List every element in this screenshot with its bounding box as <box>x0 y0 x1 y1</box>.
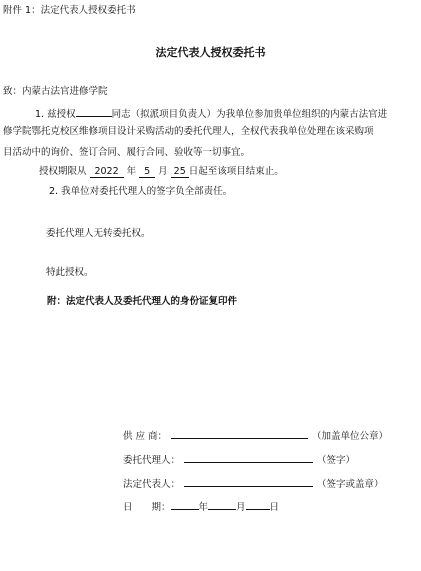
legal-rep-signature-row <box>123 476 384 490</box>
authorization-prefix: 1. 兹授权 <box>35 109 76 120</box>
date-month-unit: 月 <box>236 502 246 513</box>
period-month-unit: 月 <box>158 166 168 177</box>
period-year: 2022 <box>90 166 124 178</box>
authorization-suffix: 同志（拟派项目负责人）为我单位参加贵单位组织的内蒙古法官进 <box>111 109 388 120</box>
agent-signature-row <box>123 452 355 466</box>
legal-rep-label: 法定代表人： <box>123 479 181 490</box>
date-label: 日 期： <box>123 502 171 513</box>
agent-name-blank[interactable] <box>76 106 112 117</box>
period-day: 25 <box>171 166 189 178</box>
hereby-authorize-statement: 特此授权。 <box>46 267 94 278</box>
document-title: 法定代表人授权委托书 <box>155 46 266 59</box>
attachment-note: 附：法定代表人及委托代理人的身份证复印件 <box>47 296 238 307</box>
date-day-field[interactable] <box>246 499 270 510</box>
authorization-paragraph-line-2: 修学院鄂托克校区维修项目设计采购活动的委托代理人，全权代表我单位处理在该采购项 <box>3 126 374 137</box>
authorization-period <box>39 166 284 178</box>
agent-note: （签字） <box>317 455 356 466</box>
authorization-paragraph-line-1 <box>35 106 387 120</box>
period-prefix: 授权期限从 <box>39 166 87 177</box>
period-suffix: 日起至该项目结束止。 <box>188 166 284 177</box>
supplier-field[interactable] <box>171 428 308 439</box>
agent-label: 委托代理人： <box>123 455 181 466</box>
date-year-field[interactable] <box>171 499 199 510</box>
supplier-note: （加盖单位公章） <box>312 431 389 442</box>
legal-rep-note: （签字或盖章） <box>317 479 384 490</box>
date-row <box>123 499 279 513</box>
legal-rep-signature-field[interactable] <box>184 476 313 487</box>
recipient-line: 致：内蒙古法官进修学院 <box>3 86 108 97</box>
responsibility-paragraph: 2. 我单位对委托代理人的签字负全部责任。 <box>49 186 233 197</box>
supplier-signature-row <box>123 428 388 442</box>
agent-signature-field[interactable] <box>184 452 313 463</box>
authorization-paragraph-line-3: 目活动中的询价、签订合同、履行合同、验收等一切事宜。 <box>3 147 251 158</box>
attachment-label: 附件 1：法定代表人授权委托书 <box>3 5 136 16</box>
date-day-unit: 日 <box>269 502 280 513</box>
period-year-unit: 年 <box>126 166 137 177</box>
no-delegation-statement: 委托代理人无转委托权。 <box>46 228 151 239</box>
date-month-field[interactable] <box>208 499 236 510</box>
date-year-unit: 年 <box>198 502 209 513</box>
period-month: 5 <box>139 166 155 178</box>
supplier-label: 供 应 商： <box>123 431 168 442</box>
